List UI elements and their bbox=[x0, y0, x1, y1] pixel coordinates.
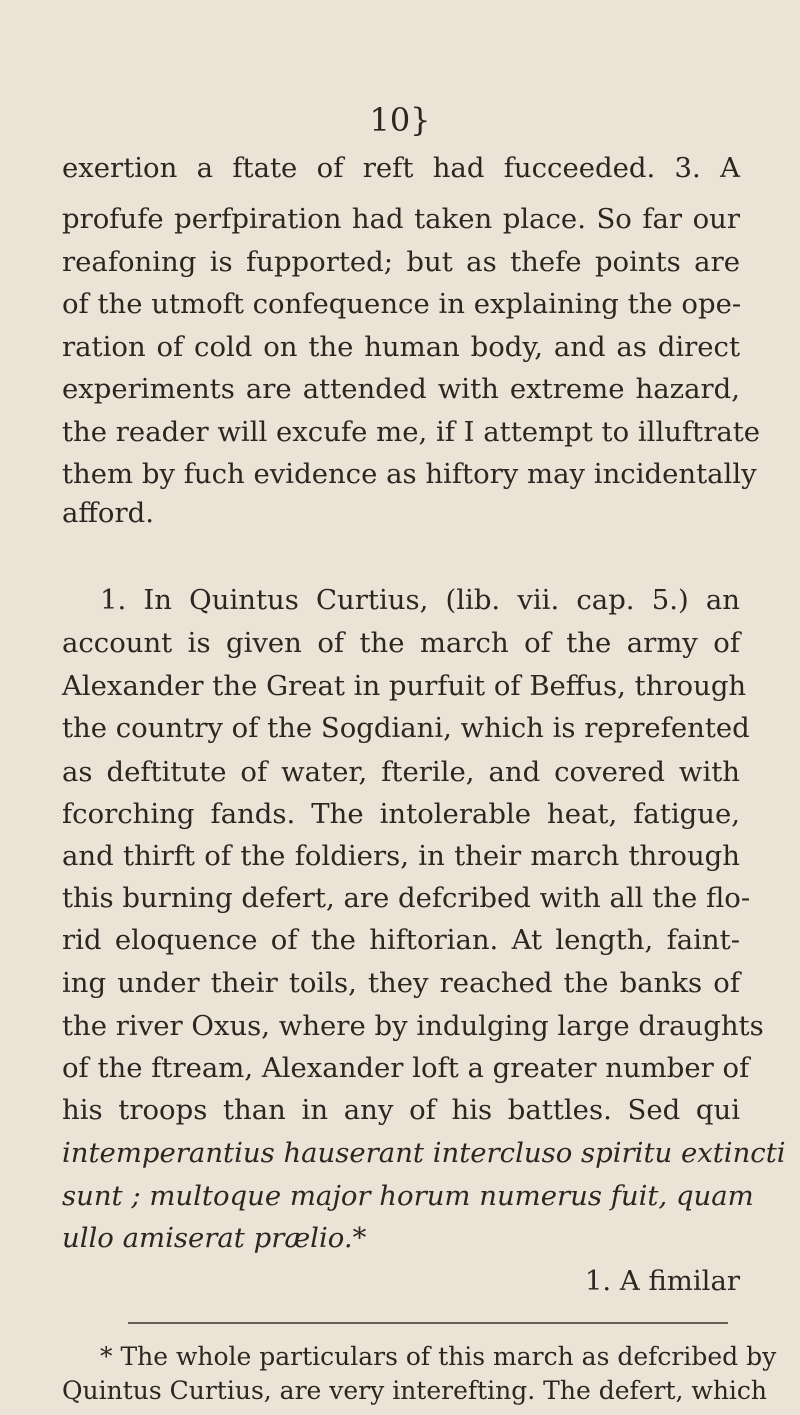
text-line: ration of cold on the human body, and as direct bbox=[62, 331, 740, 363]
text-line: the country of the Sogdiani, which is reprefented bbox=[62, 712, 750, 744]
text-line: his troops than in any of his battles. Sed qui bbox=[62, 1094, 740, 1126]
text-line: of the ftream, Alexander loft a greater number of bbox=[62, 1052, 750, 1084]
footnote-line: * The whole particulars of this march as defcribed by bbox=[100, 1342, 777, 1371]
text-line: fcorching fands. The intolerable heat, fatigue, bbox=[62, 798, 740, 830]
text-line: rid eloquence of the hiftorian. At length, faint- bbox=[62, 924, 740, 956]
text-line: experiments are attended with extreme hazard, bbox=[62, 373, 740, 405]
text-line: intemperantius hauserant intercluso spiritu extincti bbox=[62, 1137, 786, 1169]
text-line: Alexander the Great in purfuit of Beffus, through bbox=[62, 670, 747, 702]
page-number: 10} bbox=[369, 101, 431, 139]
text-line: of the utmoft confequence in explaining the ope- bbox=[62, 288, 742, 320]
text-line: the river Oxus, where by indulging large draughts bbox=[62, 1010, 764, 1042]
text-line: ing under their toils, they reached the banks of bbox=[62, 967, 740, 999]
text-line: afford. bbox=[62, 497, 154, 529]
text-line: them by fuch evidence as hiftory may incidentally bbox=[62, 458, 757, 490]
text-line: profufe perfpiration had taken place. So far our bbox=[62, 203, 740, 235]
text-line: account is given of the march of the army of bbox=[62, 627, 740, 659]
footnote-rule bbox=[128, 1322, 728, 1324]
footnote-line: Quintus Curtius, are very interefting. The defert, which bbox=[62, 1376, 768, 1405]
text-line: the reader will excufe me, if I attempt to illuftrate bbox=[62, 416, 761, 448]
text-line: this burning defert, are defcribed with all the flo- bbox=[62, 882, 751, 914]
text-line: 1. In Quintus Curtius, (lib. vii. cap. 5.) an bbox=[100, 584, 740, 616]
text-line: as deftitute of water, fterile, and covered with bbox=[62, 756, 740, 788]
text-line: exertion a ftate of reft had fucceeded. 3. A bbox=[62, 152, 740, 184]
text-line: ullo amiserat prælio.* bbox=[62, 1222, 367, 1254]
text-line: and thirft of the foldiers, in their march through bbox=[62, 840, 740, 872]
catchword: 1. A fimilar bbox=[584, 1265, 740, 1297]
text-line: sunt ; multoque major horum numerus fuit, quam bbox=[62, 1180, 754, 1212]
text-line: reafoning is fupported; but as thefe points are bbox=[62, 246, 740, 278]
